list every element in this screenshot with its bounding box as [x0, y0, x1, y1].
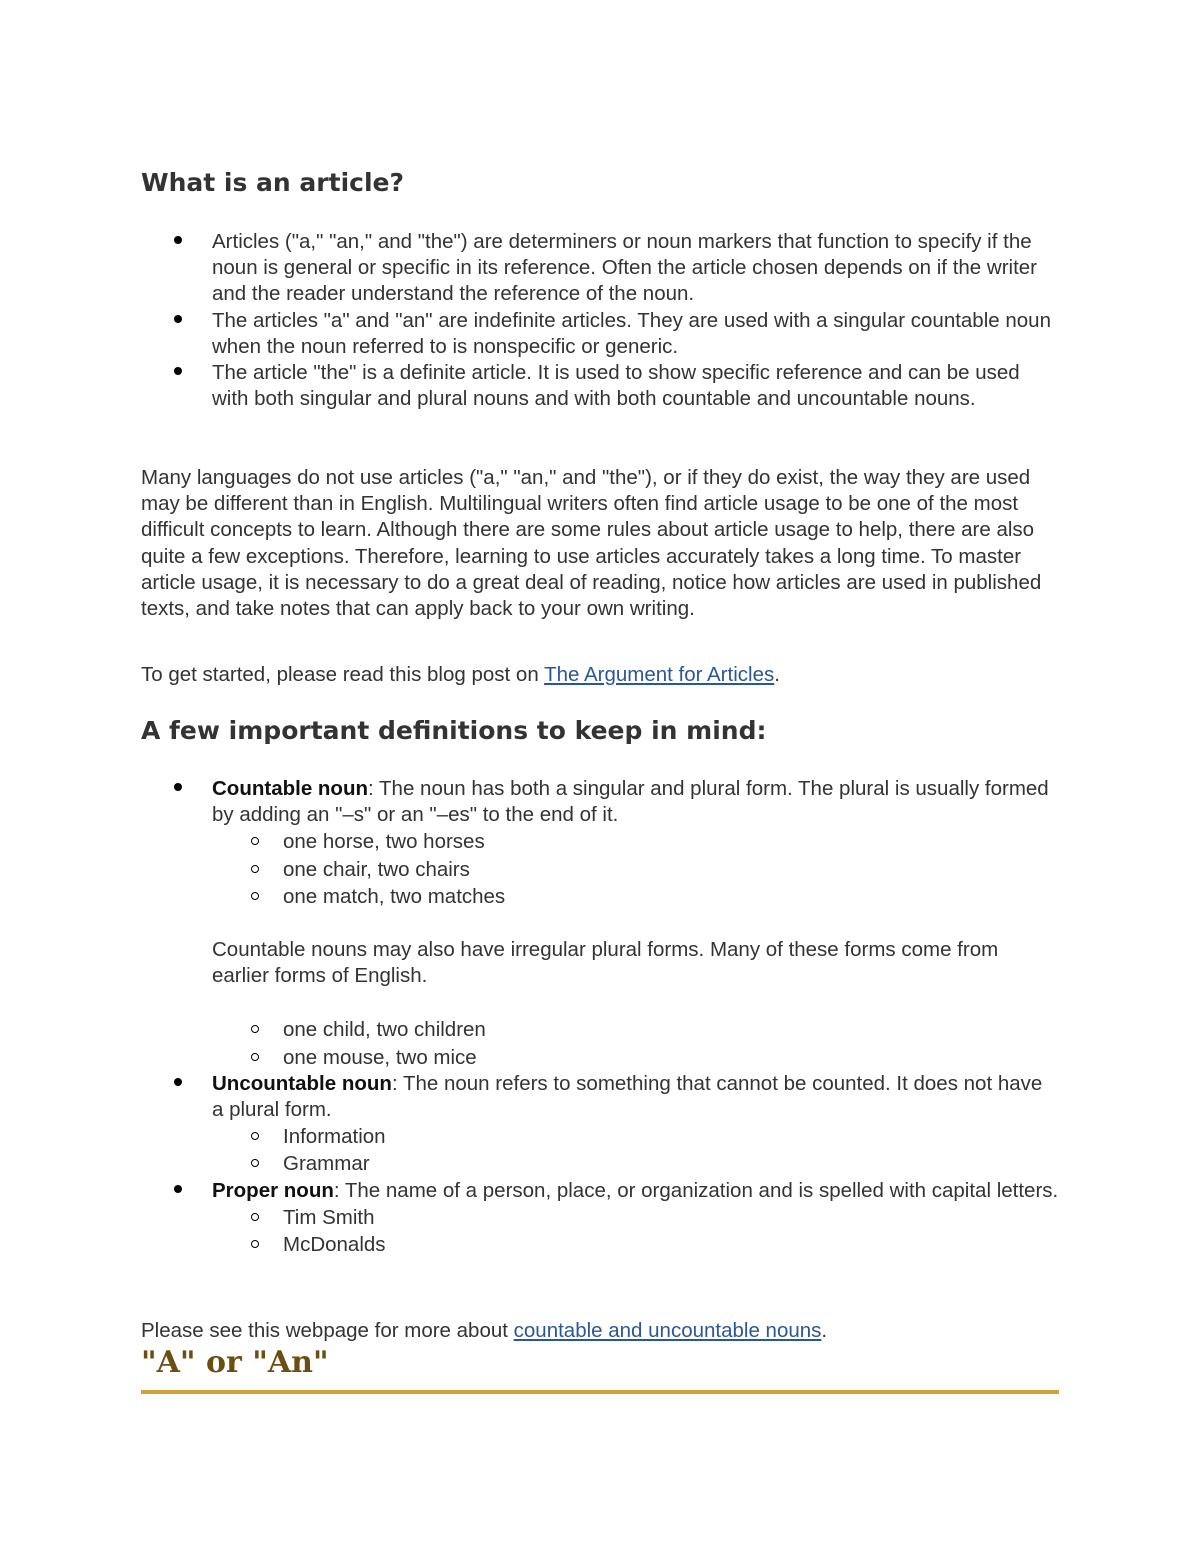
list-item-countable: Countable noun: The noun has both a singular and plural form. The plural is usually formed by adding an "–s" or an "–es" to the end of it. one horse, two horses one chair, two chairs one match, two matches Countable nouns may also have irregular plural forms. Many of these forms come from earlier forms of English. one child, two children one mouse, two mice: [141, 776, 1059, 1071]
countable-uncountable-link[interactable]: countable and uncountable nouns: [513, 1319, 822, 1342]
bullet-icon: [174, 236, 182, 244]
bullet-icon: [174, 783, 182, 791]
heading-underline-rule: [141, 1390, 1059, 1394]
heading-a-or-an: "A" or "An": [141, 1345, 329, 1380]
bullet-icon: [174, 1185, 182, 1193]
list-item: one mouse, two mice: [141, 1044, 1059, 1071]
bullet-icon: [174, 367, 182, 375]
list-item: one child, two children: [141, 1016, 1059, 1043]
irregular-examples: [212, 1016, 1059, 1070]
circle-bullet-icon: [251, 892, 259, 900]
definitions-list: [141, 776, 1059, 1258]
list-item-proper: Proper noun: The name of a person, place, or organization and is spelled with capital letters. Tim Smith McDonalds: [141, 1178, 1059, 1259]
see-webpage-sentence: Please see this webpage for more about countable and uncountable nouns.: [141, 1319, 828, 1342]
circle-bullet-icon: [251, 1213, 259, 1221]
heading-definitions: A few important definitions to keep in mind:: [141, 716, 767, 745]
body-paragraph: Many languages do not use articles ("a," "an," and "the"), or if they do exist, the way they are used may be different than in English. Multilingual writers often find article usage to be one of the most difficult concepts to learn. Although there are some rules about article usage to help, there are also quite a few exceptions. Therefore, learning to use articles accurately takes a long time. To master article usage, it is necessary to do a great deal of reading, notice how articles are used in published texts, and take notes that can apply back to your own writing.: [141, 466, 1042, 621]
read-blog-sentence: To get started, please read this blog post on The Argument for Articles.: [141, 663, 780, 686]
list-item: Grammar: [141, 1150, 1059, 1177]
list-item: The articles "a" and "an" are indefinite articles. They are used with a singular countable noun when the noun referred to is nonspecific or generic.: [141, 308, 1059, 360]
list-item: Information: [141, 1123, 1059, 1150]
list-item: The article "the" is a definite article. It is used to show specific reference and can be used with both singular and plural nouns and with both countable and uncountable nouns.: [141, 360, 1059, 412]
bullet-icon: [174, 315, 182, 323]
list-item-uncountable: Uncountable noun: The noun refers to something that cannot be counted. It does not have a plural form. Information Grammar: [141, 1071, 1059, 1178]
list-item: one horse, two horses: [141, 828, 1059, 855]
proper-examples: [212, 1204, 1059, 1258]
irregular-note: Countable nouns may also have irregular plural forms. Many of these forms come from earlier forms of English.: [212, 938, 999, 988]
countable-examples: [212, 828, 1059, 910]
bullet-icon: [174, 1078, 182, 1086]
list-item: McDonalds: [141, 1231, 1059, 1258]
list-item: one chair, two chairs: [141, 856, 1059, 883]
list-item: Articles ("a," "an," and "the") are determiners or noun markers that function to specify if the noun is general or specific in its reference. Often the article chosen depends on if the writer and the reader understand the reference of the noun.: [141, 229, 1059, 308]
circle-bullet-icon: [251, 1240, 259, 1248]
article-bullet-list: [141, 229, 1059, 412]
heading-what-is-an-article: What is an article?: [141, 168, 404, 197]
uncountable-examples: [212, 1123, 1059, 1177]
list-item: one match, two matches: [141, 883, 1059, 910]
argument-for-articles-link[interactable]: The Argument for Articles: [544, 663, 775, 686]
circle-bullet-icon: [251, 1053, 259, 1061]
list-item: Tim Smith: [141, 1204, 1059, 1231]
circle-bullet-icon: [251, 865, 259, 873]
